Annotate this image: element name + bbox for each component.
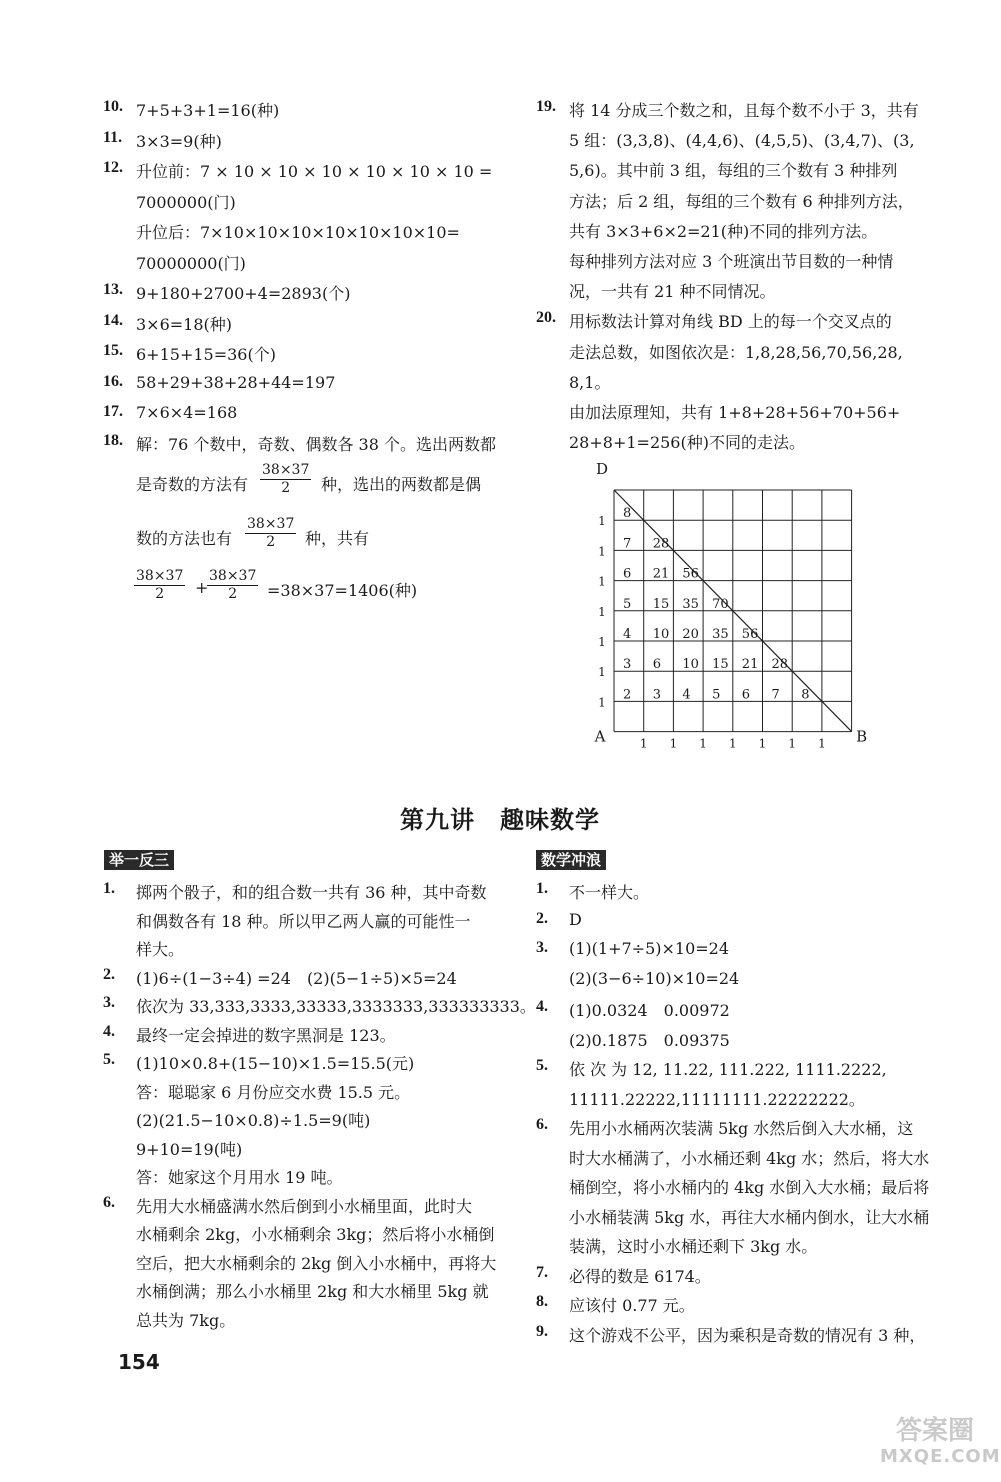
- path-count: 35: [712, 627, 729, 642]
- answer-line: 答：她家这个月用水 19 吨。: [136, 1168, 343, 1187]
- path-count: 21: [741, 657, 759, 673]
- label-b: B: [856, 727, 868, 746]
- path-count: 3: [652, 687, 661, 703]
- section-badge-right: 数学冲浪: [536, 850, 606, 870]
- answer-number: 18.: [103, 432, 123, 449]
- answer-line: 时大水桶满了，小水桶还剩 4kg 水；然后，将大水: [569, 1148, 930, 1168]
- fraction-denominator: 2: [266, 534, 276, 550]
- answer-line: (1)0.0324 0.00972: [569, 1001, 730, 1020]
- answer-number: 5.: [536, 1057, 548, 1074]
- answer-line: (1)10×0.8+(15−10)×1.5=15.5(元): [136, 1054, 415, 1073]
- answer-line: (1)6÷(1−3÷4) =24 (2)(5−1÷5)×5=24: [136, 968, 457, 988]
- edge-count: 1: [699, 736, 707, 751]
- answer-number: 3.: [536, 939, 548, 956]
- answer-number: 1.: [103, 880, 115, 897]
- edge-count: 1: [598, 635, 606, 649]
- path-count: 56: [741, 627, 759, 642]
- chapter-title: 第九讲 趣味数学: [400, 806, 600, 834]
- edge-count: 1: [598, 695, 606, 710]
- fraction: [207, 568, 258, 603]
- answer-number: 3.: [103, 994, 115, 1011]
- path-count: 5: [623, 596, 632, 612]
- answer-line: 70000000(门): [136, 253, 246, 273]
- answer-line: 7×6×4=168: [136, 403, 238, 422]
- answer-number: 4.: [103, 1022, 115, 1040]
- answer-number: 9.: [536, 1322, 548, 1340]
- answer-line: 空后，把大水桶剩余的 2kg 倒入小水桶中，再将大: [136, 1253, 497, 1273]
- path-count: 6: [652, 657, 661, 673]
- answer-line: 必得的数是 6174。: [569, 1266, 711, 1286]
- lattice-path-grid: [592, 458, 892, 751]
- answer-line: 用标数法计算对角线 BD 上的每一个交叉点的: [569, 312, 892, 332]
- answer-number: 17.: [103, 403, 123, 420]
- path-count: 56: [682, 566, 699, 582]
- answer-text: 种，共有: [305, 529, 370, 548]
- path-count: 6: [741, 687, 751, 703]
- edge-count: 1: [598, 574, 606, 589]
- path-count: 15: [652, 596, 670, 612]
- path-count: 70: [712, 596, 729, 612]
- answer-line: 先用小水桶两次装满 5kg 水然后倒入大水桶，这: [569, 1119, 914, 1138]
- answer-line: 每种排列方法对应 3 个班演出节目数的一种情: [569, 252, 894, 271]
- answer-line: 将 14 分成三个数之和，且每个数不小于 3，共有: [569, 101, 919, 120]
- edge-count: 1: [598, 604, 606, 619]
- answer-number: 16.: [103, 372, 123, 390]
- answer-line: 不一样大。: [569, 883, 650, 902]
- answer-number: 1.: [536, 880, 548, 897]
- answer-line: 应该付 0.77 元。: [569, 1296, 695, 1315]
- answer-line: 5,6)。其中前 3 组，每组的三个数有 3 种排列: [569, 161, 898, 181]
- answer-text: 解：76 个数中，奇数、偶数各 38 个。选出两数都: [136, 435, 496, 454]
- watermark-logo: [880, 1415, 1001, 1467]
- answer-line: 走法总数，如图依次是：1,8,28,56,70,56,28,: [569, 342, 903, 362]
- fraction: [245, 516, 296, 551]
- edge-count: 1: [598, 544, 606, 559]
- answer-line: (2)(21.5−10×0.8)÷1.5=9(吨): [136, 1111, 371, 1130]
- answer-line: (2)(3−6÷10)×10=24: [569, 968, 740, 988]
- answer-line: 7000000(门): [136, 192, 236, 212]
- answer-number: 2.: [536, 909, 548, 927]
- path-count: 5: [712, 687, 721, 703]
- edge-count: 1: [728, 736, 737, 751]
- answer-line: 依 次 为 12, 11.22, 111.222, 1111.2222,: [569, 1060, 887, 1079]
- edge-count: 1: [639, 736, 648, 751]
- answer-line: 由加法原理知，共有 1+8+28+56+70+56+: [569, 403, 901, 422]
- fraction: [260, 462, 311, 497]
- answer-line: 9+10=19(吨): [136, 1139, 243, 1159]
- answer-number: 8.: [536, 1293, 548, 1310]
- fraction-denominator: 2: [281, 480, 291, 496]
- answer-line: 升位后：7×10×10×10×10×10×10×10=: [136, 223, 460, 242]
- answer-number: 14.: [103, 311, 123, 329]
- answer-18: [103, 432, 523, 612]
- answer-text: =38×37=1406(种): [267, 581, 418, 600]
- path-count: 28: [652, 536, 670, 552]
- answer-line: (1)(1+7÷5)×10=24: [569, 939, 730, 958]
- path-count: 6: [623, 566, 632, 582]
- fraction-denominator: 2: [155, 586, 165, 602]
- label-d: D: [595, 460, 609, 478]
- answer-line: 这个游戏不公平，因为乘积是奇数的情况有 3 种，: [569, 1325, 926, 1345]
- path-count: 15: [712, 657, 729, 673]
- watermark-text: 答案圈: [895, 1416, 974, 1446]
- fraction-numerator: 38×37: [247, 516, 295, 532]
- answer-line: 11111.22222,11111111.22222222。: [569, 1089, 865, 1109]
- answer-line: 3×6=18(种): [136, 314, 233, 334]
- answer-line: 依次为 33,333,3333,33333,3333333,333333333。: [136, 997, 536, 1016]
- path-count: 4: [623, 627, 632, 642]
- answer-number: 6.: [536, 1116, 548, 1133]
- path-count: 28: [771, 657, 789, 673]
- answer-number: 19.: [536, 98, 556, 115]
- answer-line: 样大。: [136, 940, 185, 959]
- answer-line: 小水桶装满 5kg 水，再往大水桶内倒水，让大水桶: [569, 1207, 930, 1227]
- edge-count: 1: [788, 736, 797, 751]
- path-count: 20: [682, 627, 699, 642]
- page-number: 154: [118, 1350, 160, 1374]
- answer-line: 桶倒空，将小水桶内的 4kg 水倒入大水桶；最后将: [569, 1178, 930, 1197]
- path-count: 10: [652, 627, 670, 642]
- answer-number: 11.: [103, 128, 123, 146]
- edge-count: 1: [598, 665, 606, 680]
- answer-line: 9+180+2700+4=2893(个): [136, 284, 351, 303]
- fraction: [134, 568, 185, 603]
- plus-sign: +: [195, 578, 209, 597]
- answer-line: 掷两个骰子，和的组合数一共有 36 种，其中奇数: [136, 883, 487, 902]
- answer-number: 12.: [103, 159, 123, 176]
- answer-number: 20.: [536, 309, 556, 327]
- edge-count: 1: [818, 736, 826, 751]
- path-count: 10: [682, 657, 699, 673]
- answer-line: 方法；后 2 组，每组的三个数有 6 种排列方法，: [569, 191, 914, 211]
- fraction-numerator: 38×37: [209, 568, 257, 584]
- fraction-denominator: 2: [228, 586, 238, 602]
- watermark-url: MXQE.COM: [880, 1446, 1001, 1467]
- path-count: 3: [623, 657, 632, 673]
- answer-line: 6+15+15=36(个): [136, 345, 276, 364]
- path-count: 7: [771, 687, 780, 703]
- path-count: 4: [682, 687, 691, 703]
- label-a: A: [594, 727, 606, 746]
- path-count: 2: [623, 687, 632, 703]
- answer-line: 8,1。: [569, 372, 611, 392]
- answer-number: 2.: [103, 965, 115, 983]
- edge-count: 1: [598, 514, 606, 529]
- answer-number: 7.: [536, 1263, 548, 1281]
- answer-line: 28+8+1=256(种)不同的走法。: [569, 433, 805, 453]
- answer-line: (2)0.1875 0.09375: [569, 1030, 730, 1050]
- answer-line: 升位前：7 × 10 × 10 × 10 × 10 × 10 × 10 =: [136, 162, 493, 181]
- fraction-numerator: 38×37: [136, 568, 184, 584]
- section-badge-left: 举一反三: [104, 850, 174, 870]
- answer-text: 是奇数的方法有: [136, 475, 249, 494]
- answer-line: 况，一共有 21 种不同情况。: [569, 282, 776, 302]
- answer-line: 水桶剩余 2kg，小水桶剩余 3kg；然后将小水桶倒: [136, 1225, 495, 1244]
- answer-number: 4.: [536, 998, 548, 1015]
- answer-number: 6.: [103, 1193, 115, 1211]
- fraction-numerator: 38×37: [262, 462, 310, 478]
- answer-line: 总共为 7kg。: [136, 1310, 236, 1330]
- answer-number: 13.: [103, 281, 123, 298]
- answer-line: 5 组：(3,3,8)、(4,4,6)、(4,5,5)、(3,4,7)、(3,: [569, 131, 915, 151]
- path-count: 7: [623, 536, 632, 552]
- edge-count: 1: [669, 736, 678, 751]
- answer-line: 7+5+3+1=16(种): [136, 101, 280, 120]
- answer-text: 数的方法也有: [136, 529, 233, 548]
- path-count: 21: [652, 566, 670, 582]
- answer-line: 答：聪聪家 6 月份应交水费 15.5 元。: [136, 1082, 411, 1102]
- answer-line: 最终一定会掉进的数字黑洞是 123。: [136, 1025, 396, 1045]
- answer-line: 共有 3×3+6×2=21(种)不同的排列方法。: [569, 221, 878, 241]
- answer-line: 水桶倒满；那么小水桶里 2kg 和大水桶里 5kg 就: [136, 1282, 489, 1301]
- answer-line: 装满，这时小水桶还剩下 3kg 水。: [569, 1237, 818, 1256]
- answer-text: 种，选出的两数都是偶: [321, 475, 482, 494]
- path-count: 8: [801, 687, 810, 703]
- answer-number: 10.: [103, 98, 123, 115]
- answer-number: 15.: [103, 342, 123, 359]
- answer-line: 和偶数各有 18 种。所以甲乙两人赢的可能性一: [136, 911, 471, 931]
- path-count: 35: [682, 596, 699, 612]
- answer-line: 先用大水桶盛满水然后倒到小水桶里面，此时大: [136, 1196, 473, 1216]
- answer-line: 3×3=9(种): [136, 131, 222, 151]
- path-count: 8: [623, 506, 632, 522]
- answer-number: 5.: [103, 1051, 115, 1068]
- edge-count: 1: [758, 736, 767, 751]
- answer-line: D: [569, 909, 582, 929]
- answer-line: 58+29+38+28+44=197: [136, 372, 336, 392]
